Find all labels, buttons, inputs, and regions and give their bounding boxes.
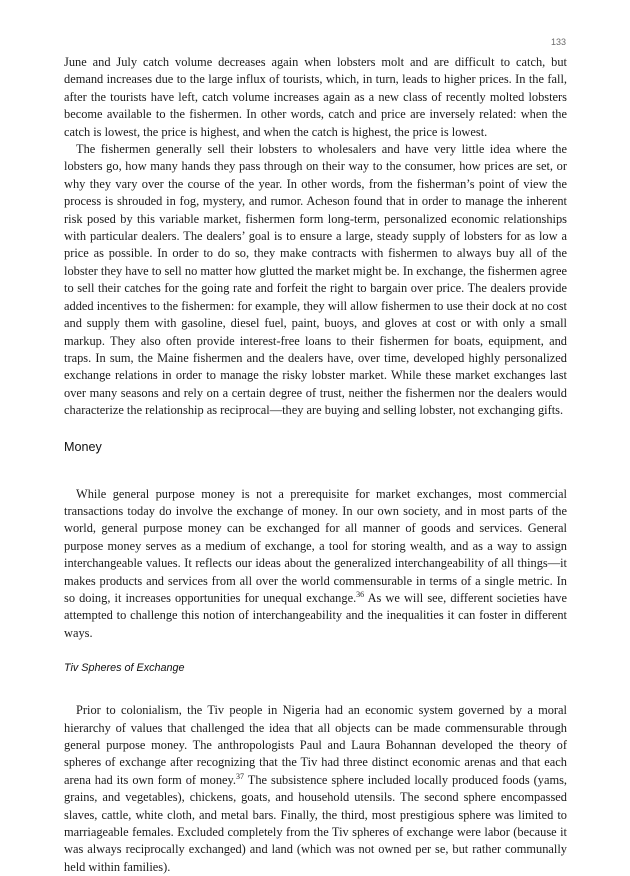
paragraph-text: Prior to colonialism, the Tiv people in Nigeria had an economic system governed by a moral hierarchy of values that challenged the idea that all objects can be made commensurable through general purpose money. The anthropologists Paul and Laura Bohannan developed the theory of spheres of exchange after recognizing that the Tiv had three distinct economic arenas and that each arena had its own form of money. bbox=[64, 703, 567, 787]
paragraph-lobster-season: June and July catch volume decreases again when lobsters molt and are difficult to catch, but demand increases due to the large influx of tourists, which, in turn, leads to higher prices. In the fall, after the tourists have left, catch volume increases again as a new class of recently molted lobsters become available to the fishermen. In other words, catch and price are inversely related: when the catch is lowest, the price is highest, and when the catch is highest, the price is lowest. bbox=[64, 55, 567, 139]
paragraph-text: The subsistence sphere included locally produced foods (yams, grains, and vegetables), chickens, goats, and household utensils. The second sphere encompassed slaves, cattle, white cloth, and metal bars. Finally, the third, most prestigious sphere was limited to marriageable females. Excluded completely from the Tiv spheres of exchange were labor (because it was always reciprocally exchanged) and land (which was not owned per se, but rather communally held within families). bbox=[64, 772, 567, 874]
page-body bbox=[64, 54, 567, 876]
footnote-marker-36[interactable]: 36 bbox=[356, 589, 365, 599]
paragraph-text: As we will see, different societies have attempted to challenge this notion of interchangeability and the inequalities it can foster in different ways. bbox=[64, 590, 567, 640]
paragraph-general-purpose-money bbox=[64, 486, 567, 643]
subsection-heading-tiv: Tiv Spheres of Exchange bbox=[64, 662, 185, 675]
paragraph-text: While general purpose money is not a prerequisite for market exchanges, most commercial transactions today do involve the exchange of money. In our own society, and in most parts of the world, general purpose money can be exchanged for all manner of goods and services. General purpose money serves as a medium of exchange, a tool for storing wealth, and as a way to assign interchangeable values. It reflects our ideas about the generalized interchangeability of all things—it makes products and services from all over the world commensurable in terms of a single metric. In so doing, it increases opportunities for unequal exchange. bbox=[64, 486, 567, 605]
page-number: 133 bbox=[550, 37, 566, 47]
paragraph-fishermen-dealers: The fishermen generally sell their lobsters to wholesalers and have very little idea where the lobsters go, how many hands they pass through on their way to the consumer, how prices are set, or why they vary over the course of the year. In other words, from the fisherman’s point of view the process is shrouded in fog, mystery, and rumor. Acheson found that in order to manage the inherent risk posed by this variable market, fishermen form long-term, personalized economic relationships with particular dealers. The dealers’ goal is to ensure a large, steady supply of lobsters for as low a price as possible. In order to do so, they make contracts with fishermen to always buy all of the lobster they have to sell no matter how glutted the market might be. In exchange, the fishermen agree to sell their catches for the going rate and forfeit the right to bargain over price. The dealers provide added incentives to the fishermen: for example, they will allow fishermen to use their dock at no cost and supply them with gasoline, diesel fuel, paint, buoys, and gloves at cost or with only a small markup. They also often provide interest-free loans to their fishermen for boats, equipment, and traps. In sum, the Maine fishermen and the dealers have, over time, developed highly personalized exchange relations in order to manage the risky lobster market. While these market exchanges last over many seasons and rely on a certain degree of trust, neither the fishermen nor the dealers would characterize the relationship as reciprocal—they are buying and selling lobster, not exchanging gifts. bbox=[64, 142, 567, 418]
footnote-marker-37[interactable]: 37 bbox=[236, 771, 245, 781]
paragraph-tiv-spheres bbox=[64, 702, 567, 876]
section-heading-money: Money bbox=[64, 439, 102, 454]
